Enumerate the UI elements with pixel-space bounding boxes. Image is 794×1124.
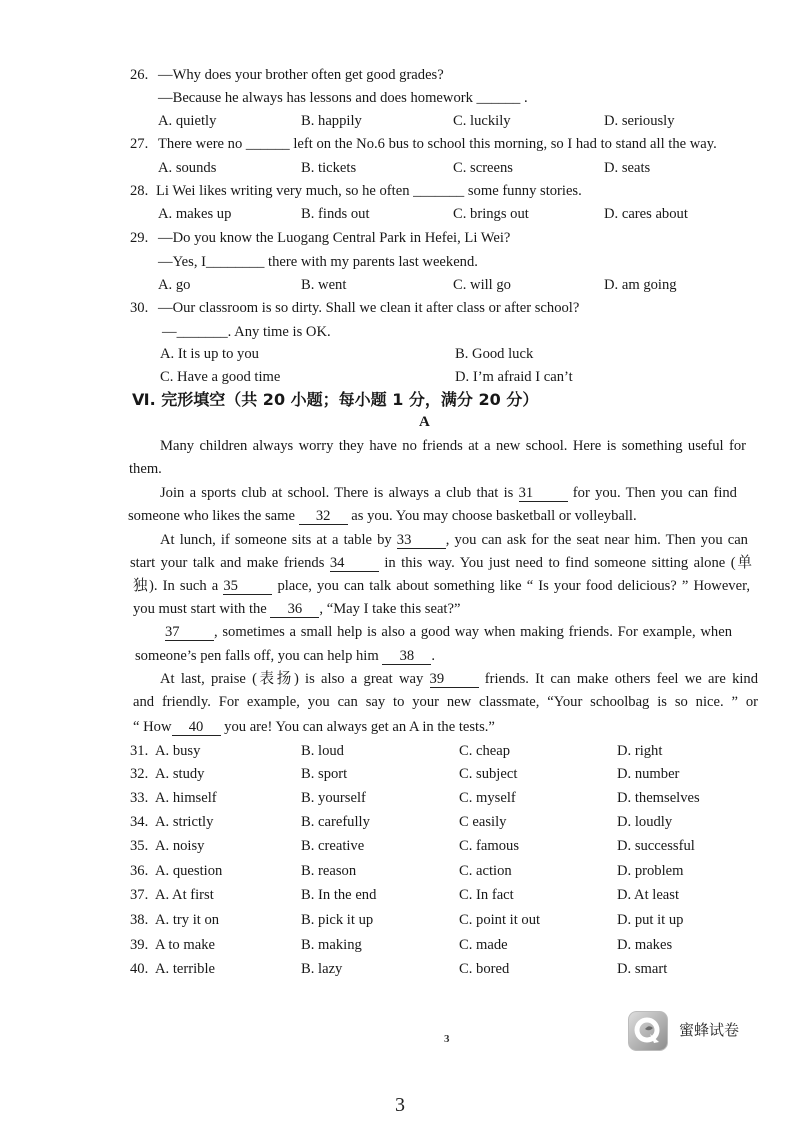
passage-line (133, 692, 758, 712)
question-29-options (0, 275, 794, 295)
option-c: C. bored (459, 961, 510, 977)
option-number: 36. (130, 863, 149, 879)
option-number: 39. (130, 937, 149, 953)
passage-line (160, 530, 748, 550)
option-c: C. brings out (453, 206, 529, 222)
passage-text: you must start with the (133, 601, 271, 617)
option-a: A. strictly (155, 814, 214, 830)
option-a: A. terrible (155, 961, 215, 977)
passage-text: , sometimes a small help is also a good way when making friends. For example, when (214, 624, 732, 640)
passage-line (160, 669, 758, 689)
option-c: C. screens (453, 160, 513, 176)
option-number: 38. (130, 912, 149, 928)
passage-text: for you. Then you can find (567, 485, 737, 501)
option-b: B. In the end (301, 887, 377, 903)
passage-text: At last, praise (表扬) is also a great way (160, 671, 430, 687)
option-a: A. quietly (158, 113, 217, 129)
section-title: Ⅵ. 完形填空（共 20 小题；每小题 1 分，满分 20 分） (132, 390, 539, 409)
option-b: B. finds out (301, 206, 370, 222)
option-b: B. making (301, 937, 362, 953)
option-a: A. himself (155, 790, 217, 806)
blank-33: 33 (397, 532, 446, 549)
passage-text: friends. It can make others feel we are kind (478, 671, 758, 687)
option-number: 32. (130, 766, 149, 782)
option-d: D. successful (617, 838, 695, 854)
question-30-options-row-2 (0, 367, 794, 387)
blank-36: 36 (270, 601, 319, 618)
cloze-option-row (0, 812, 794, 832)
option-c: C. subject (459, 766, 518, 782)
brand-logo-icon (628, 1011, 668, 1051)
option-c: C. famous (459, 838, 519, 854)
option-b: B. tickets (301, 160, 357, 176)
option-b: B. happily (301, 113, 362, 129)
option-number: 40. (130, 961, 149, 977)
question-stem: —Because he always has lessons and does homework ______ . (158, 90, 528, 106)
question-28-options (0, 204, 794, 224)
passage-text: you are! You can always get an A in the tests.” (220, 719, 495, 735)
option-d: D. cares about (604, 206, 688, 222)
page-number: 3 (395, 1094, 405, 1116)
passage-line (133, 599, 460, 619)
option-c: C. Have a good time (160, 369, 281, 385)
blank-40: 40 (172, 719, 221, 736)
passage-text: start your talk and make friends (130, 555, 330, 571)
option-a: A. busy (155, 743, 201, 759)
cloze-option-row (0, 861, 794, 881)
passage-line (133, 717, 495, 737)
question-stem: Li Wei likes writing very much, so he often _______ some funny stories. (156, 183, 582, 199)
option-c: C. will go (453, 277, 511, 293)
option-d: D. right (617, 743, 663, 759)
option-d: D. number (617, 766, 680, 782)
passage-text: place, you can talk about something like “ Is your food delicious? ” However, (272, 578, 750, 594)
option-number: 34. (130, 814, 149, 830)
option-d: D. problem (617, 863, 684, 879)
option-b: B. loud (301, 743, 344, 759)
passage-text: Join a sports club at school. There is always a club that is (160, 485, 519, 501)
option-d: D. I’m afraid I can’t (455, 369, 573, 385)
passage-line (160, 436, 746, 456)
blank-38: 38 (382, 648, 431, 665)
question-number: 28. (130, 183, 149, 199)
question-number: 30. (130, 300, 149, 316)
option-a: A. go (158, 277, 191, 293)
passage-text: , you can ask for the seat near him. Then you can (445, 532, 748, 548)
passage-text: , “May I take this seat?” (319, 601, 461, 617)
cloze-option-row (0, 788, 794, 808)
option-d: D. put it up (617, 912, 684, 928)
inner-page-number: 3 (444, 1033, 450, 1045)
cloze-option-row (0, 836, 794, 856)
blank-35: 35 (223, 578, 272, 595)
question-stem: —Why does your brother often get good grades? (158, 67, 444, 83)
passage-text: Many children always worry they have no friends at a new school. Here is something useful for (160, 438, 746, 454)
option-d: D. am going (604, 277, 677, 293)
question-stem: There were no ______ left on the No.6 bus to school this morning, so I had to stand all the way. (158, 136, 717, 152)
option-b: B. yourself (301, 790, 366, 806)
passage-text: in this way. You just need to find someone sitting alone (单 (378, 555, 752, 571)
passage-line (135, 646, 435, 666)
passage-text: “ How (133, 719, 172, 735)
brand-name: 蜜蜂试卷 (679, 1021, 740, 1039)
question-26-line-1 (0, 65, 794, 85)
option-c: C. cheap (459, 743, 511, 759)
option-b: B. carefully (301, 814, 370, 830)
passage-text: as you. You may choose basketball or volleyball. (347, 508, 637, 524)
option-d: D. themselves (617, 790, 700, 806)
question-27-line-1 (0, 134, 794, 154)
option-number: 37. (130, 887, 149, 903)
cloze-option-row (0, 910, 794, 930)
option-number: 31. (130, 743, 149, 759)
option-a: A. question (155, 863, 223, 879)
option-c: C. myself (459, 790, 516, 806)
option-d: D. seats (604, 160, 651, 176)
question-27-options (0, 158, 794, 178)
cloze-option-row (0, 885, 794, 905)
passage-line (130, 553, 752, 573)
option-b: B. went (301, 277, 347, 293)
option-a: A to make (155, 937, 215, 953)
question-29-line-1 (0, 228, 794, 248)
question-stem: —Yes, I________ there with my parents last weekend. (158, 254, 478, 270)
question-29-line-2 (0, 252, 794, 272)
cloze-option-row (0, 764, 794, 784)
blank-37: 37 (165, 624, 214, 641)
option-c: C. point it out (459, 912, 541, 928)
option-number: 35. (130, 838, 149, 854)
question-number: 29. (130, 230, 149, 246)
option-a: A. makes up (158, 206, 232, 222)
question-number: 26. (130, 67, 149, 83)
option-c: C easily (459, 814, 507, 830)
option-a: A. noisy (155, 838, 205, 854)
blank-39: 39 (430, 671, 479, 688)
cloze-option-row (0, 959, 794, 979)
option-c: C. made (459, 937, 508, 953)
question-stem: —_______. Any time is OK. (162, 324, 331, 340)
option-number: 33. (130, 790, 149, 806)
question-26-line-2 (0, 88, 794, 108)
option-a: A. sounds (158, 160, 217, 176)
option-d: D. makes (617, 937, 673, 953)
passage-text: At lunch, if someone sits at a table by (160, 532, 397, 548)
option-b: B. Good luck (455, 346, 534, 362)
option-b: B. lazy (301, 961, 343, 977)
question-stem: —Our classroom is so dirty. Shall we clean it after class or after school? (158, 300, 580, 316)
passage-line (165, 622, 732, 642)
option-c: C. luckily (453, 113, 511, 129)
passage-line (129, 459, 162, 479)
passage-line (128, 506, 637, 526)
question-number: 27. (130, 136, 149, 152)
option-a: A. study (155, 766, 205, 782)
passage-text: them. (129, 461, 162, 477)
passage-text: 独). In such a (133, 578, 224, 594)
option-a: A. At first (155, 887, 214, 903)
option-d: D. loudly (617, 814, 673, 830)
passage-line (133, 576, 750, 596)
option-c: C. In fact (459, 887, 514, 903)
passage-text: . (431, 648, 436, 664)
cloze-option-row (0, 935, 794, 955)
question-28-line-1 (0, 181, 794, 201)
option-b: B. pick it up (301, 912, 374, 928)
blank-34: 34 (330, 555, 379, 572)
option-c: C. action (459, 863, 512, 879)
question-stem: —Do you know the Luogang Central Park in Hefei, Li Wei? (158, 230, 511, 246)
passage-text: and friendly. For example, you can say to your new classmate, “Your schoolbag is so nice. ” or (133, 694, 758, 710)
cloze-option-row (0, 741, 794, 761)
option-d: D. At least (617, 887, 680, 903)
option-b: B. reason (301, 863, 357, 879)
blank-32: 32 (299, 508, 348, 525)
option-a: A. try it on (155, 912, 220, 928)
option-a: A. It is up to you (160, 346, 259, 362)
option-d: D. smart (617, 961, 668, 977)
option-b: B. creative (301, 838, 365, 854)
passage-line (160, 483, 737, 503)
blank-31: 31 (519, 485, 568, 502)
option-d: D. seriously (604, 113, 675, 129)
question-26-options (0, 111, 794, 131)
question-30-options-row-1 (0, 344, 794, 364)
option-b: B. sport (301, 766, 348, 782)
passage-text: someone’s pen falls off, you can help him (135, 648, 383, 664)
passage-text: someone who likes the same (128, 508, 299, 524)
question-30-line-1 (0, 298, 794, 318)
part-label: A (419, 414, 430, 430)
question-30-line-2 (0, 322, 794, 342)
